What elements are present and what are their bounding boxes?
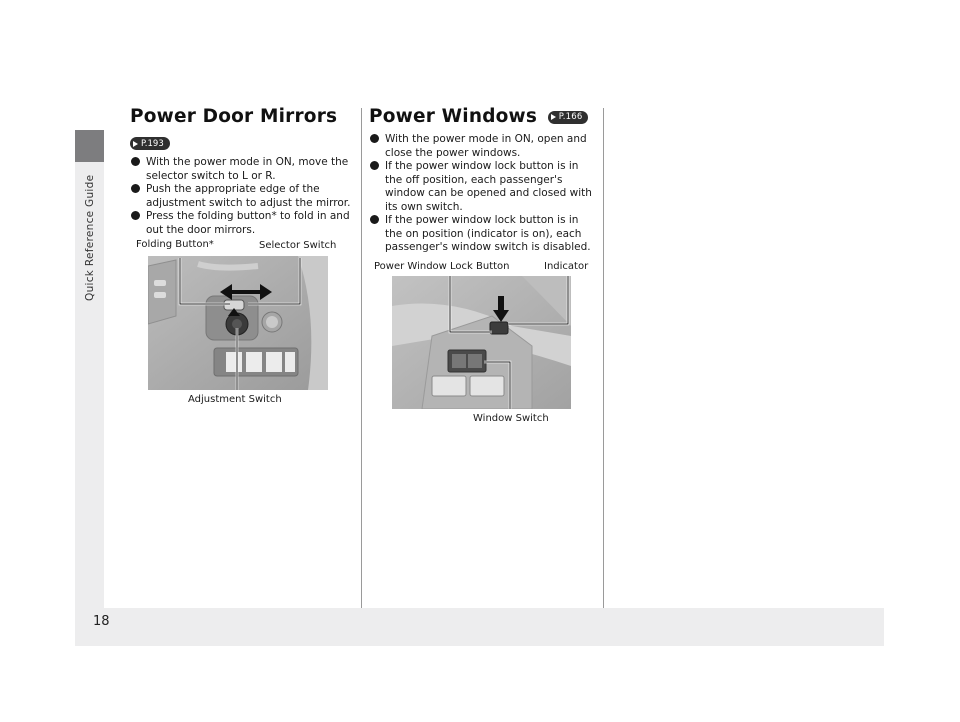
arrow-icon — [133, 141, 138, 147]
lock-button-callout: Power Window Lock Button — [374, 261, 510, 272]
window-switch-illustration — [392, 276, 571, 409]
list-item: Press the folding button* to fold in and out the door mirrors. — [130, 210, 352, 237]
mirrors-section — [130, 106, 352, 237]
bullet-icon — [370, 161, 379, 170]
list-item: With the power mode in ON, open and close the power windows. — [369, 133, 599, 160]
list-item: If the power window lock button is in the off position, each passenger's window can be opened and closed with its own switch. — [369, 160, 599, 214]
page-number: 18 — [93, 614, 110, 629]
bullet-icon — [370, 215, 379, 224]
adjustment-switch-callout: Adjustment Switch — [188, 394, 282, 405]
mirrors-page-ref-link[interactable]: P.193 — [130, 137, 170, 150]
column-divider — [603, 108, 604, 608]
section-tab — [75, 130, 104, 162]
list-item: With the power mode in ON, move the selector switch to L or R. — [130, 156, 352, 183]
window-switch-callout: Window Switch — [473, 413, 549, 424]
bullet-icon — [131, 184, 140, 193]
list-item: If the power window lock button is in the on position (indicator is on), each passenger's window switch is disabled. — [369, 214, 599, 255]
bullet-icon — [370, 134, 379, 143]
windows-section — [369, 106, 599, 255]
windows-page-ref-link[interactable]: P.166 — [548, 111, 589, 124]
bullet-icon — [131, 211, 140, 220]
windows-bullet-list — [369, 133, 599, 255]
arrow-icon — [551, 114, 556, 120]
column-divider — [361, 108, 362, 608]
mirrors-bullet-list — [130, 156, 352, 237]
bullet-icon — [131, 157, 140, 166]
selector-switch-callout: Selector Switch — [259, 240, 337, 251]
windows-title: Power Windows P.166 — [369, 106, 599, 127]
mirrors-title: Power Door Mirrors — [130, 106, 338, 127]
section-label: Quick Reference Guide — [84, 174, 96, 301]
list-item: Push the appropriate edge of the adjustment switch to adjust the mirror. — [130, 183, 352, 210]
mirror-switch-illustration — [148, 256, 328, 390]
folding-button-callout: Folding Button* — [136, 239, 214, 250]
indicator-callout: Indicator — [544, 261, 589, 272]
